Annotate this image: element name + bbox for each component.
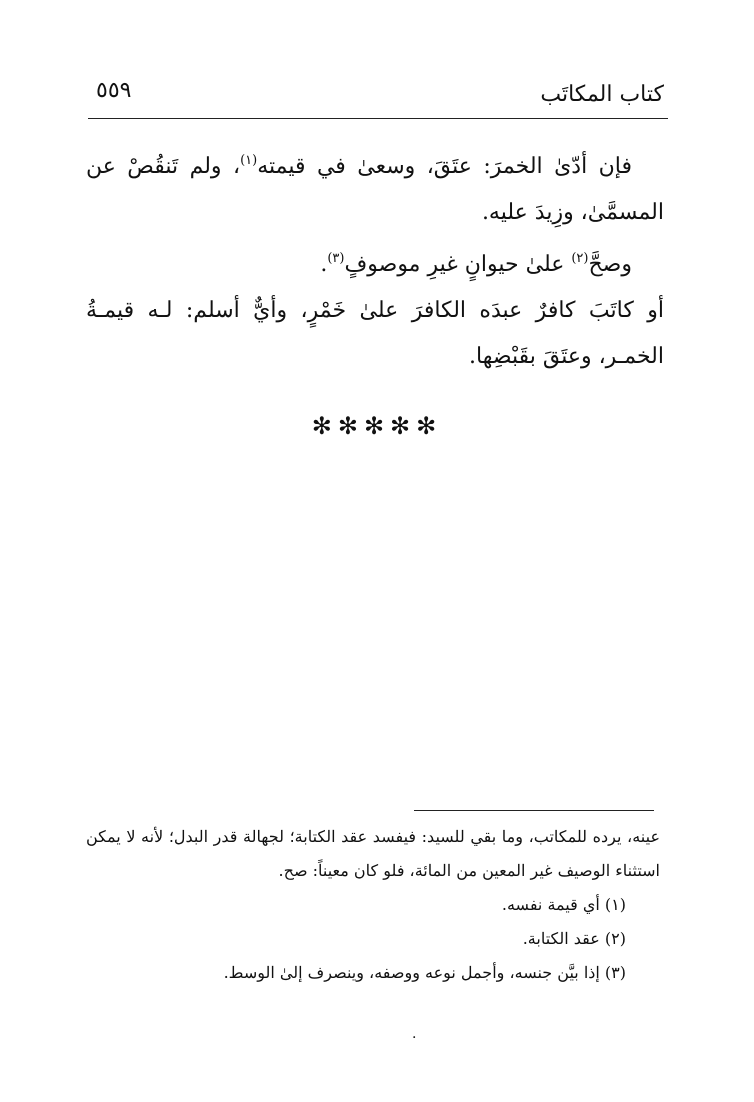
paragraph-2-text-b: علىٰ حيوانٍ غيرِ موصوفٍ xyxy=(344,252,572,277)
footnote-ref-2: (٢) xyxy=(571,251,589,266)
running-header-title: كتاب المكاتَب xyxy=(540,82,664,107)
footnote-1: (١) أي قيمة نفسه. xyxy=(501,895,626,914)
footnote-3: (٣) إذا بيَّن جنسه، وأجمل نوعه ووصفه، وينصرف إلىٰ الوسط. xyxy=(223,963,626,982)
paragraph-1-text-b: ، ولم تَنقُصْ عن المسمَّىٰ، وزِيدَ عليه. xyxy=(86,154,664,225)
paragraph-2 xyxy=(86,236,664,288)
main-text xyxy=(86,138,664,380)
paragraph-3: أو كاتَبَ كافرٌ عبدَه الكافرَ علىٰ خَمْرٍ، وأيٌّ أسلم: لـه قيمـةُ الخمـر، وعتَقَ بقَبْضِها. xyxy=(86,298,664,369)
footnote-ref-1: (١) xyxy=(240,153,258,168)
paragraph-1-text-a: فإن أدّىٰ الخمرَ: عتَقَ، وسعىٰ في قيمته xyxy=(257,154,633,179)
footnote-continuation: عينه، يرده للمكاتب، وما بقي للسيد: فيفسد عقد الكتابة؛ لجهالة قدر البدل؛ لأنه لا يمكن استثناء الوصيف غير المعين من المائة، فلو كان معيناً: صح. xyxy=(86,827,660,880)
page-number: ٥٥٩ xyxy=(96,78,132,103)
footnote-divider xyxy=(414,810,654,811)
header-divider xyxy=(88,118,668,119)
footnotes xyxy=(86,820,660,990)
print-speck: · xyxy=(412,1030,417,1046)
footnote-ref-3: (٣) xyxy=(327,251,345,266)
section-ornament: ✻✻✻✻✻ xyxy=(311,412,443,440)
paragraph-2-text-a: وصحَّ xyxy=(588,252,632,277)
paragraph-2-text-c: . xyxy=(320,252,328,277)
footnote-2: (٢) عقد الكتابة. xyxy=(522,929,626,948)
paragraph-1 xyxy=(86,138,664,236)
